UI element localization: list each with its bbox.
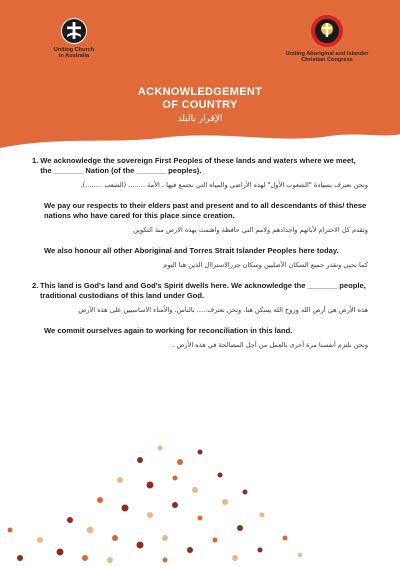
header-wave: [0, 118, 400, 148]
paragraph-commit: [44, 326, 368, 350]
congress-logo: [272, 14, 382, 64]
section-2: [32, 281, 368, 315]
section-1: [32, 156, 368, 190]
section-number: 1.: [32, 156, 39, 165]
english-text: We also honour all other Aboriginal and Torres Strait Islander Peoples here today.: [44, 246, 339, 255]
dot-art-decoration: [0, 400, 400, 566]
right-logo-caption-line1: Uniting Aboriginal and Islander: [285, 51, 369, 57]
english-text: This land is God's land and God's Spirit dwells here. We acknowledge the _______ people, traditional custodians of this land under God.: [40, 281, 366, 300]
arabic-text: هذه الأرض هي أرض الله وروح الله يسكن هنا. ونحن نعترف..... بالناس، والأمناء الاساسيين على هذه الأرض: [78, 306, 368, 314]
right-logo-caption-line2: Christian Congress: [301, 57, 353, 64]
arabic-text: كما نحيي ونقدر جميع السكان الأصليين وسكان جزرالاستراال الذين هنا اليوم: [163, 261, 368, 269]
left-logo-caption-line2: in Australia: [58, 53, 90, 60]
page-title-arabic: الإقرار بالبلد: [177, 114, 223, 124]
uniting-church-logo: [44, 18, 104, 60]
title-line2: OF COUNTRY: [162, 99, 238, 111]
english-text: We acknowledge the sovereign First Peoples of these lands and waters where we meet, the _______ Nation (of the _______ peoples).: [40, 156, 356, 175]
paragraph-honour: [44, 246, 368, 270]
english-text: We pay our respects to their elders past and present and to all descendants of this/ these nations who have cared for this place since creation.: [44, 201, 367, 220]
dot-pattern: [8, 446, 303, 564]
page-title: [0, 86, 400, 112]
congress-emblem-icon: [310, 14, 344, 48]
arabic-text: ونحن نلتزم أنفسنا مرة أخرى بالعمل من أجل المصالحة في هذه الأرض .: [172, 341, 368, 349]
acknowledgement-body: [32, 156, 368, 350]
arabic-text: ونحن نعترف بسيادة "الشعوب الأول" لهذه الأراضي والمياه التي نجتمع فيها ، الأمة ........ (الشعب ........).: [80, 181, 368, 189]
section-number: 2.: [32, 281, 39, 290]
english-text: We commit ourselves again to working for reconciliation in this land.: [44, 326, 293, 335]
paragraph-respects: [44, 201, 368, 235]
left-logo-caption-line1: Uniting Church: [53, 47, 95, 53]
arabic-text: وتقدم كل الاحترام لآبائهم واجدادهم ولامم التي حافظة واهتمت بهذه الارض منذ التكوين: [133, 226, 368, 234]
title-line1: ACKNOWLEDGEMENT: [137, 86, 263, 98]
header-banner: [0, 0, 400, 148]
cross-dove-icon: [61, 18, 87, 44]
